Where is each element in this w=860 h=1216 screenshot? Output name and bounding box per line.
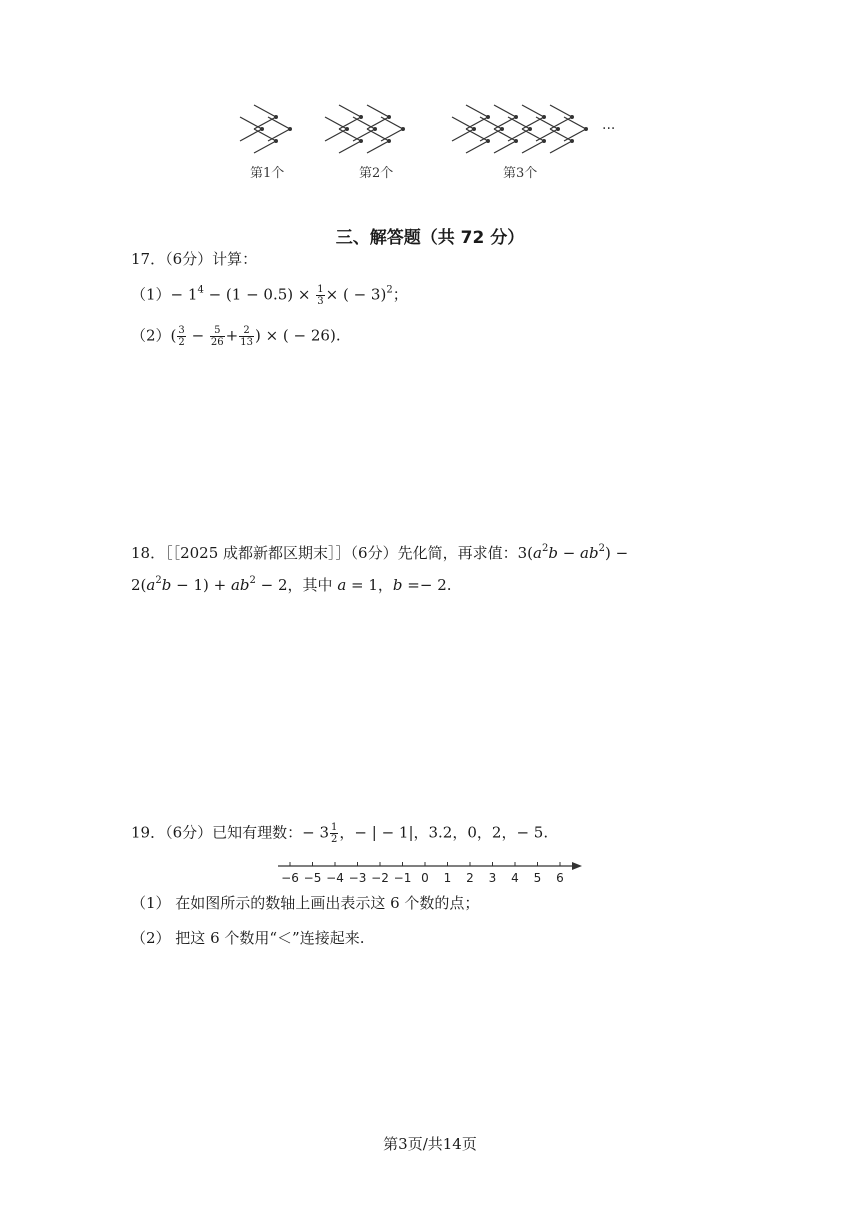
number-line-tick-label: 5 xyxy=(533,871,542,885)
number-line-tick-label: −1 xyxy=(393,871,412,885)
pattern-1 xyxy=(240,105,291,153)
page-footer: 第3页/共14页 xyxy=(383,1135,477,1153)
q19-heading: 19．（6分）已知有理数：− 3 $\frac{1}{2}$ ，− | − 1|，3.2，0，2，− 5. xyxy=(131,822,549,845)
number-line-tick-label: 1 xyxy=(443,871,452,885)
fraction-2-13: $\frac{2}{13}$ xyxy=(240,325,253,348)
q18-line2: $2(a^2b - 1) + ab^2 - 2$，其中 a = 1，b =− 2. xyxy=(131,575,452,594)
q17-heading: 17．（6分）计算： xyxy=(131,250,258,268)
figure-label-1: 第1个 xyxy=(250,166,285,181)
number-line xyxy=(272,854,592,888)
number-line-tick-label: −2 xyxy=(371,871,389,885)
number-line-tick-label: −3 xyxy=(348,871,367,885)
number-line-tick-label: 0 xyxy=(421,871,429,885)
fraction-5-26: $\frac{5}{26}$ xyxy=(210,325,224,348)
number-line-tick-label: −5 xyxy=(303,871,322,885)
q17-part2: （2）( $\frac{3}{2}$ − $\frac{5}{26}$ + $\frac{2}{13}$ ) × ( − 26). xyxy=(131,325,341,348)
q17-part1: $(1)- 1^4 - (1 - 0.5)$ × $\frac{1}{3}$ × ( − 3)$^2$； xyxy=(131,284,408,307)
mixed-number: − 3 $\frac{1}{2}$ xyxy=(302,822,338,845)
q18-line1: 18．［［2025 成都新都区期末］］（6分）先化简，再求值：$3(a^2b - ab^2)$ − xyxy=(131,543,629,562)
q19-part1: （1） 在如图所示的数轴上画出表示这 6 个数的点； xyxy=(131,894,480,912)
fraction-3-2: $\frac{3}{2}$ xyxy=(178,325,185,348)
pattern-3 xyxy=(452,105,587,153)
section-title: 三、解答题（共 72 分） xyxy=(335,228,525,248)
figure-label-2: 第2个 xyxy=(359,166,394,181)
number-line-tick-label: 2 xyxy=(466,871,474,885)
number-line-tick-label: 3 xyxy=(488,871,497,885)
arrow-pattern-figure xyxy=(230,95,630,190)
figure-ellipsis: ··· xyxy=(602,121,616,137)
number-line-tick-label: 4 xyxy=(511,871,519,885)
figure-label-3: 第3个 xyxy=(503,166,538,181)
number-line-tick-label: −6 xyxy=(281,871,299,885)
fraction-one-third: $\frac{1}{3}$ xyxy=(317,284,324,307)
pattern-2 xyxy=(325,105,404,153)
number-line-tick-label: 6 xyxy=(556,871,564,885)
number-line-tick-label: −4 xyxy=(326,871,344,885)
q19-part2: （2） 把这 6 个数用“＜”连接起来. xyxy=(131,929,365,947)
